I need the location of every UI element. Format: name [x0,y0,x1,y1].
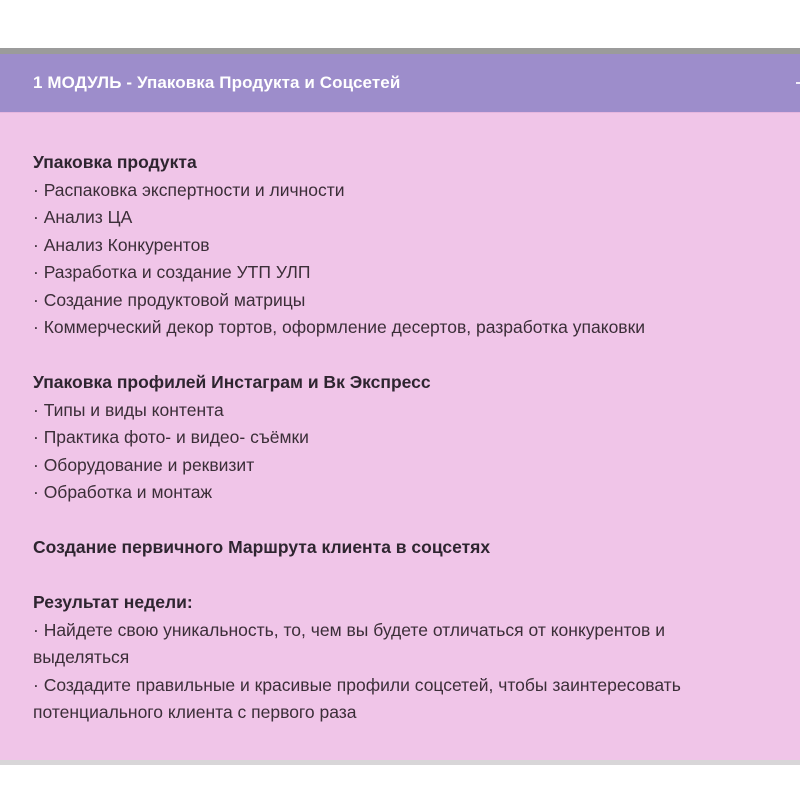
list-item: · Распаковка экспертности и личности [33,179,345,200]
section-title: Упаковка продукта [33,152,197,172]
list-item: · Создание продуктовой матрицы [33,289,306,310]
list-item: · Типы и виды контента [33,399,224,420]
module-title: 1 МОДУЛЬ - Упаковка Продукта и Соцсетей [33,73,401,92]
module-header[interactable] [0,54,800,113]
module-accordion [0,48,800,765]
section-product-packaging [33,149,767,342]
minus-icon[interactable] [796,82,800,84]
list-item: · Обработка и монтаж [33,482,213,502]
list-item: · Коммерческий декор тортов, оформление десертов, разработка упаковки [33,317,646,337]
module-content [0,113,800,760]
list-item: · Практика фото- и видео- съёмки [33,427,309,447]
section-client-route [33,534,767,562]
section-title: Создание первичного Маршрута клиента в соцсетях [33,537,491,557]
section-profile-packaging [33,369,767,507]
list-item: · Анализ ЦА [33,207,133,227]
list-item: · Анализ Конкурентов [33,234,210,255]
list-item: · Создадите правильные и красивые профили соцсетей, чтобы заинтересовать потенциального клиента с первого раза [33,674,681,722]
section-title: Результат недели: [33,592,193,612]
list-item: · Найдете свою уникальность, то, чем вы будете отличаться от конкурентов и выделяться [33,619,665,667]
section-title: Упаковка профилей Инстаграм и Вк Экспресс [33,372,431,392]
list-item: · Разработка и создание УТП УЛП [33,262,311,282]
list-item: · Оборудование и реквизит [33,454,255,475]
section-week-result [33,589,767,727]
